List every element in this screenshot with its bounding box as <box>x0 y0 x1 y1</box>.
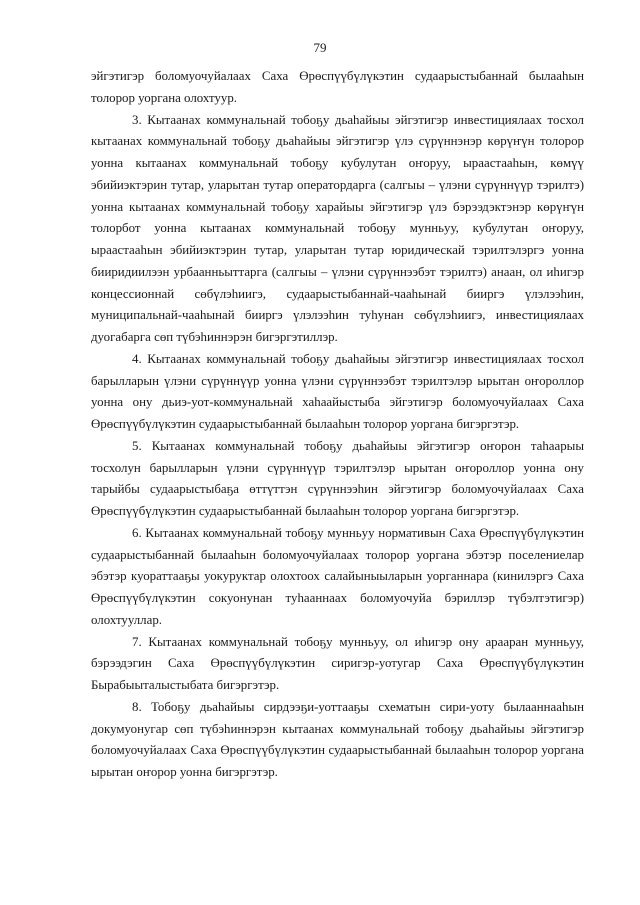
paragraph-6: 6. Кытаанах коммунальнай тобоҕу мунньуу нормативын Саха Өрөспүүбүлүкэтин судаарыстыбаннай былааһын боломуочуйалаах толорор уоргана эбэтэр поселениелар эбэтэр куораттааҕы уокуруктар олохтоох салайыныыларын уорганнара (кинилэргэ Саха Өрөспүүбүлүкэтин сокуонунан туһааннаах боломуочуйа бэриллэр түбэлтэтигэр) олохтууллар. <box>91 525 584 627</box>
paragraph-continuation: эйгэтигэр боломуочуйалаах Саха Өрөспүүбүлүкэтин судаарыстыбаннай былааһын толорор уоргана олохтуур. <box>91 69 584 105</box>
paragraph-4: 4. Кытаанах коммунальнай тобоҕу дьаһайыы эйгэтигэр инвестициялаах тосхол барылларын үлэни сүрүннүүр уонна үлэни сүрүннээбэт тэрилтэлэр ырытан оҥороллор уонна ону дьиэ-уот-коммунальнай хаһаайыстыба эйгэтигэр боломуочуйалаах Саха Өрөспүүбүлүкэтин судаарыстыбаннай былааһын толорор уоргана бигэргэтэр. <box>91 351 584 431</box>
paragraph-3: 3. Кытаанах коммунальнай тобоҕу дьаһайыы эйгэтигэр инвестициялаах тосхол кытаанах коммунальнай тобоҕу дьаһайыы эйгэтигэр үлэ сүрүннэнэр көрүҥүн толорор уонна кытаанах коммунальнай тобоҕу кубулутан оҥоруу, ыраастааһын, көмүү эбийиэктэрин тутар, уларытан тутар оператордарга (салгыы – үлэни сүрүннүүр тэрилтэ) уонна кытаанах коммунальнай тобоҕу харайыы эйгэтигэр үлэ бэрээдэктэнэр көрүҥүн толорбот уонна кытаанах коммунальнай тобоҕу мунньуу, кубулутан оҥоруу, ыраастааһын эбийиэктэрин тутар, уларытан тутар юридическай тэрилтэлэргэ уонна бииридиилээн урбаанньыттарга (салгыы – үлэни сүрүннээбэт тэрилтэ) анаан, ол иһигэр концессионнай сөбүлэһиигэ, судаарыстыбаннай-чааһынай бииргэ үлэлээһин, муниципальнай-чааһынай бииргэ үлэлээһин туһунан сөбүлэһиигэ, инвестициялаах дуогабарга сөп түбэһиннэрэн бигэргэтиллэр. <box>91 112 584 344</box>
paragraph-8: 8. Тобоҕу дьаһайыы сирдээҕи-уоттааҕы схематын сири-уоту былааннааһын докумуонугар сөп түбэһиннэрэн кытаанах коммунальнай тобоҕу дьаһайыы эйгэтигэр боломуочуйалаах Саха Өрөспүүбүлүкэтин судаарыстыбаннай былааһын толорор уоргана ырытан оҥорор уонна бигэргэтэр. <box>91 699 584 779</box>
page-number: 79 <box>313 40 327 55</box>
paragraph-7: 7. Кытаанах коммунальнай тобоҕу мунньуу, ол иһигэр ону арааран мунньуу, бэрээдэгин Саха Өрөспүүбүлүкэтин сиригэр-уотугар Саха Өрөспүүбүлүкэтин Бырабыыталыстыбата бигэргэтэр. <box>91 634 584 692</box>
document-body <box>91 66 584 784</box>
paragraph-5: 5. Кытаанах коммунальнай тобоҕу дьаһайыы эйгэтигэр оҥорон таһаарыы тосхолун барылларын үлэни сүрүннүүр тэрилтэлэр ырытан оҥороллор уонна ону тарыйбы судаарыстыбаҕа өттүттэн сүрүннээһин эйгэтигэр боломуочуйалаах Саха Өрөспүүбүлүкэтин судаарыстыбаннай былааһын толорор уоргана бигэргэтэр. <box>91 438 584 518</box>
